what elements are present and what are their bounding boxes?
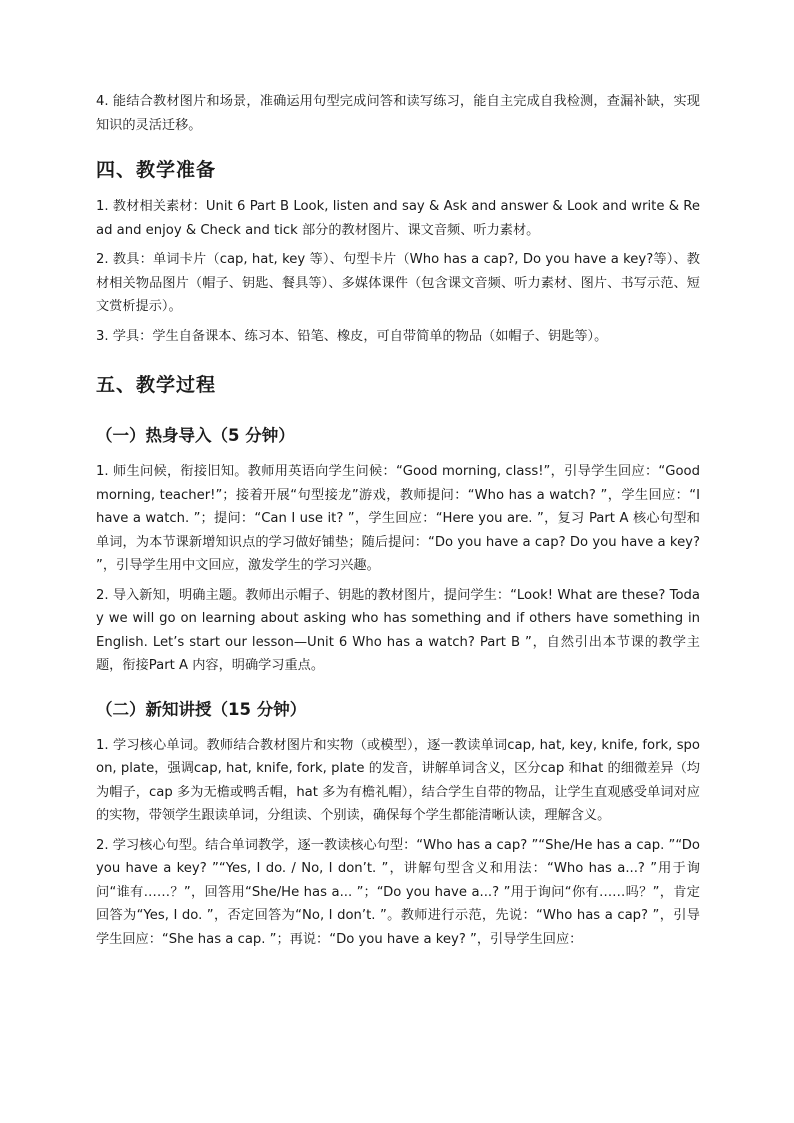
document-page [96,90,700,951]
objective-4: 4. 能结合教材图片和场景，准确运用句型完成问答和读写练习，能自主完成自我检测，查漏补缺，实现知识的灵活迁移。 [96,94,700,133]
new-knowledge-1: 1. 学习核心单词。教师结合教材图片和实物（或模型），逐一教读单词cap, hat, key, knife, fork, spoon, plate，强调cap, hat, knife, fork, plate 的发音，讲解单词含义，区分cap 和hat 的细微差异（均为帽子，cap 多为无檐或鸭舌帽，hat 多为有檐礼帽），结合学生自带的物品，让学生直观感受单词对应的实物，带领学生跟读单词，分组读、个别读，确保每个学生都能清晰认读，理解含义。 [96,737,700,823]
heading-warm-up: （一）热身导入（5 分钟） [96,426,295,445]
prep-item-3: 3. 学具：学生自备课本、练习本、铅笔、橡皮，可自带简单的物品（如帽子、钥匙等）。 [96,328,608,344]
warm-up-2: 2. 导入新知，明确主题。教师出示帽子、钥匙的教材图片，提问学生：“Look! What are these? Today we will go on learning about asking who has something and if others have something in English. Let’s start our lesson—Unit 6 Who has a watch? Part B ”，自然引出本节课的教学主题，衔接Part A 内容，明确学习重点。 [96,587,700,673]
prep-item-1: 1. 教材相关素材：Unit 6 Part B Look, listen and say & Ask and answer & Look and write & Read and enjoy & Check and tick 部分的教材图片、课文音频、听力素材。 [96,199,700,238]
warm-up-1: 1. 师生问候，衔接旧知。教师用英语向学生问候：“Good morning, class!”，引导学生回应：“Good morning, teacher!”；接着开展“句型接龙”游戏，教师提问：“Who has a watch? ”，学生回应：“I have a watch. ”；提问：“Can I use it? ”，学生回应：“Here you are. ”，复习 Part A 核心句型和单词，为本节课新增知识点的学习做好铺垫；随后提问：“Do you have a cap? Do you have a key? ”，引导学生用中文回应，激发学生的学习兴趣。 [96,464,700,573]
prep-item-2: 2. 教具：单词卡片（cap, hat, key 等）、句型卡片（Who has a cap?, Do you have a key?等）、教材相关物品图片（帽子、钥匙、餐具等）、多媒体课件（包含课文音频、听力素材、图片、书写示范、短文赏析提示）。 [96,252,700,314]
heading-teaching-preparation: 四、教学准备 [96,159,217,181]
heading-new-knowledge: （二）新知讲授（15 分钟） [96,699,307,719]
heading-teaching-process: 五、教学过程 [96,374,217,396]
new-knowledge-2: 2. 学习核心句型。结合单词教学，逐一教读核心句型：“Who has a cap? ”“She/He has a cap. ”“Do you have a key? ”“Yes, I do. / No, I don’t. ”，讲解句型含义和用法：“Who has a...? ”用于询问“谁有……？”，回答用“She/He has a... ”；“Do you have a...? ”用于询问“你有……吗？”，肯定回答为“Yes, I do. ”，否定回答为“No, I don’t. ”。教师进行示范，先说：“Who has a cap? ”，引导学生回应：“She has a cap. ”；再说：“Do you have a key? ”，引导学生回应： [96,837,700,947]
